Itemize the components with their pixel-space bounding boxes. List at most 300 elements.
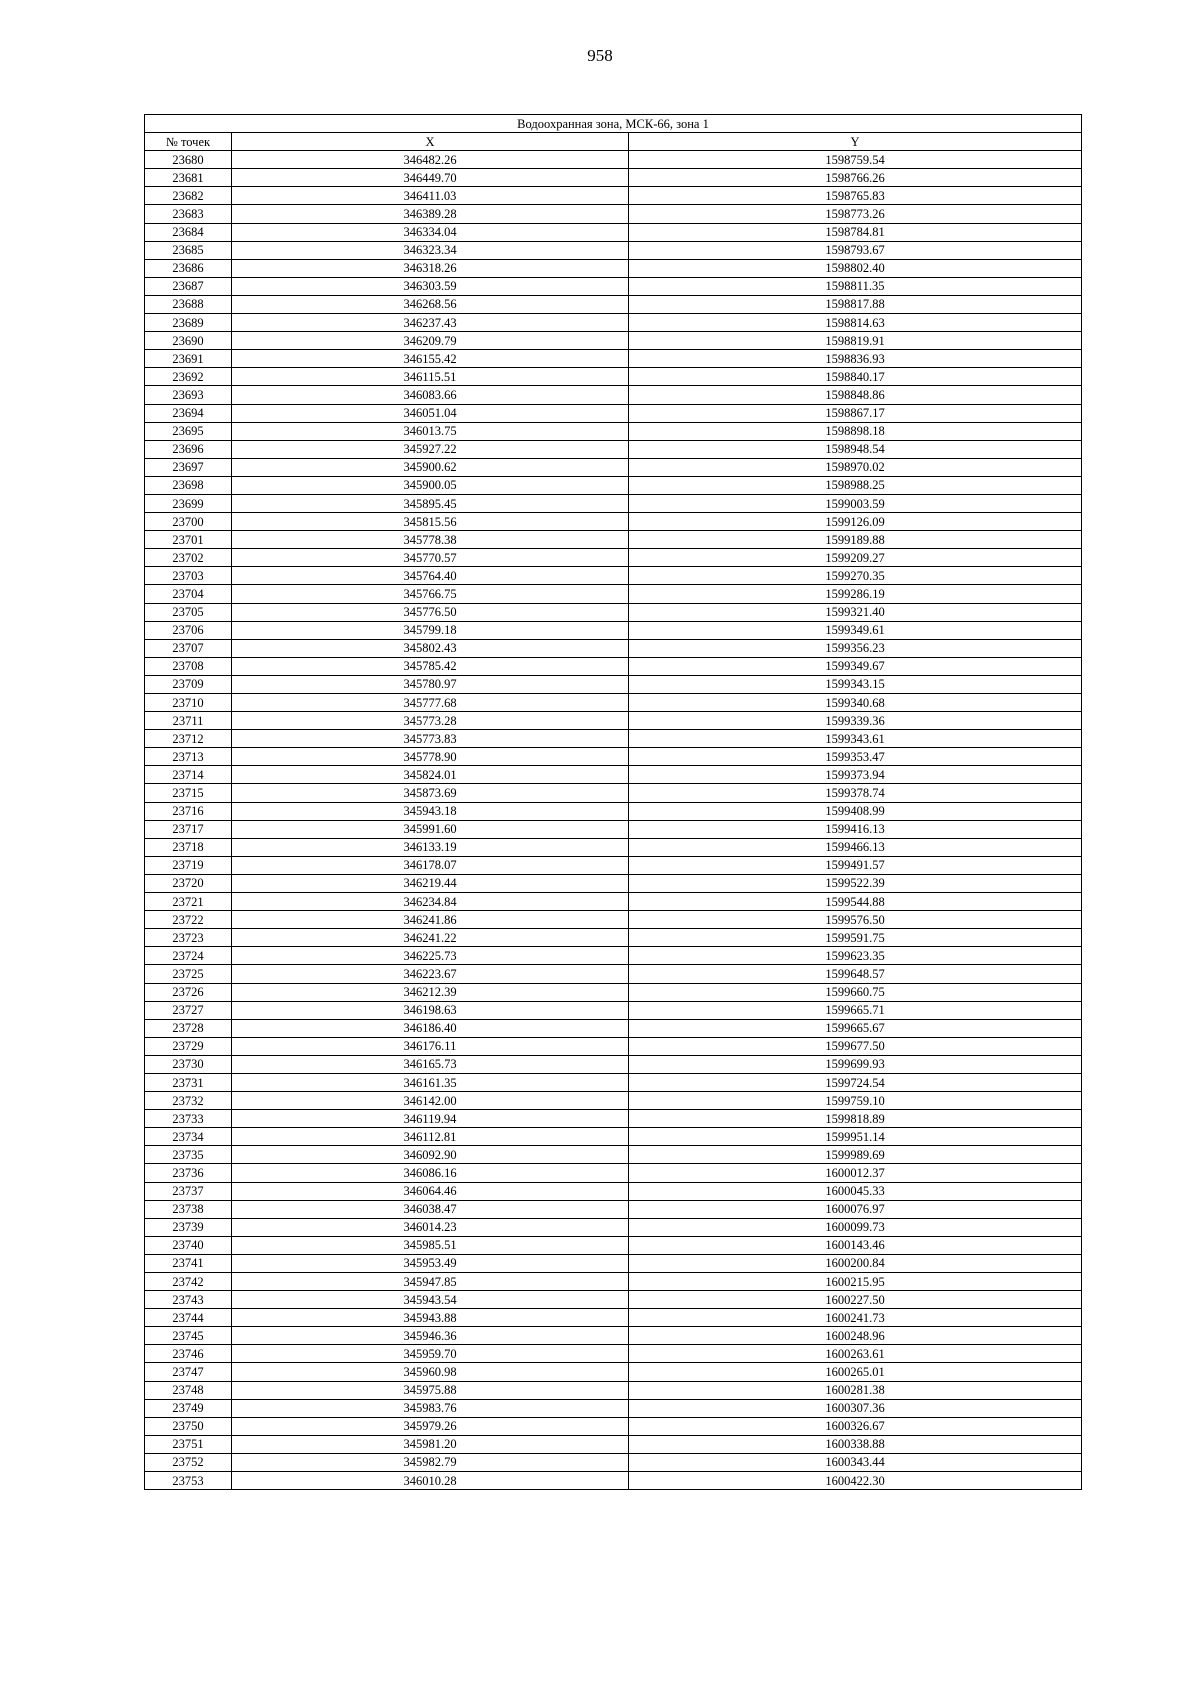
table-row [145, 295, 1082, 313]
point-number-cell: 23710 [145, 694, 232, 712]
point-number-cell: 23727 [145, 1001, 232, 1019]
table-row [145, 151, 1082, 169]
table-row [145, 784, 1082, 802]
x-coordinate-cell: 345983.76 [232, 1399, 629, 1417]
table-row [145, 1073, 1082, 1091]
point-number-cell: 23702 [145, 549, 232, 567]
x-coordinate-cell: 346411.03 [232, 187, 629, 205]
x-coordinate-cell: 346014.23 [232, 1218, 629, 1236]
point-number-cell: 23713 [145, 748, 232, 766]
point-number-cell: 23733 [145, 1110, 232, 1128]
x-coordinate-cell: 345802.43 [232, 639, 629, 657]
y-coordinate-cell: 1598836.93 [629, 350, 1082, 368]
table-row [145, 1200, 1082, 1218]
y-coordinate-cell: 1600307.36 [629, 1399, 1082, 1417]
table-row [145, 531, 1082, 549]
point-number-cell: 23706 [145, 621, 232, 639]
y-coordinate-cell: 1599343.61 [629, 730, 1082, 748]
point-number-cell: 23714 [145, 766, 232, 784]
table-row [145, 983, 1082, 1001]
y-coordinate-cell: 1599378.74 [629, 784, 1082, 802]
point-number-cell: 23726 [145, 983, 232, 1001]
y-coordinate-cell: 1598793.67 [629, 241, 1082, 259]
table-title-row [145, 115, 1082, 133]
table-row [145, 241, 1082, 259]
table-row [145, 748, 1082, 766]
x-coordinate-cell: 345981.20 [232, 1435, 629, 1453]
x-coordinate-cell: 345943.88 [232, 1309, 629, 1327]
y-coordinate-cell: 1598817.88 [629, 295, 1082, 313]
table-row [145, 404, 1082, 422]
y-coordinate-cell: 1599576.50 [629, 911, 1082, 929]
point-number-cell: 23738 [145, 1200, 232, 1218]
point-number-cell: 23751 [145, 1435, 232, 1453]
y-coordinate-cell: 1598759.54 [629, 151, 1082, 169]
point-number-cell: 23682 [145, 187, 232, 205]
x-coordinate-cell: 345960.98 [232, 1363, 629, 1381]
x-coordinate-cell: 346234.84 [232, 893, 629, 911]
x-coordinate-cell: 346212.39 [232, 983, 629, 1001]
x-coordinate-cell: 346268.56 [232, 295, 629, 313]
x-coordinate-cell: 345900.05 [232, 476, 629, 494]
table-row [145, 259, 1082, 277]
table-row [145, 1128, 1082, 1146]
point-number-cell: 23708 [145, 657, 232, 675]
point-number-cell: 23737 [145, 1182, 232, 1200]
x-coordinate-cell: 346219.44 [232, 874, 629, 892]
table-row [145, 1055, 1082, 1073]
column-header-point-number: № точек [145, 133, 232, 151]
point-number-cell: 23724 [145, 947, 232, 965]
y-coordinate-cell: 1599699.93 [629, 1055, 1082, 1073]
x-coordinate-cell: 346115.51 [232, 368, 629, 386]
point-number-cell: 23698 [145, 476, 232, 494]
y-coordinate-cell: 1599189.88 [629, 531, 1082, 549]
y-coordinate-cell: 1599003.59 [629, 494, 1082, 512]
y-coordinate-cell: 1599408.99 [629, 802, 1082, 820]
point-number-cell: 23753 [145, 1472, 232, 1490]
point-number-cell: 23729 [145, 1037, 232, 1055]
x-coordinate-cell: 345770.57 [232, 549, 629, 567]
table-row [145, 1218, 1082, 1236]
table-title: Водоохранная зона, МСК-66, зона 1 [145, 115, 1082, 133]
y-coordinate-cell: 1600338.88 [629, 1435, 1082, 1453]
table-row [145, 965, 1082, 983]
x-coordinate-cell: 345946.36 [232, 1327, 629, 1345]
table-row [145, 1417, 1082, 1435]
y-coordinate-cell: 1599544.88 [629, 893, 1082, 911]
x-coordinate-cell: 345953.49 [232, 1254, 629, 1272]
y-coordinate-cell: 1600215.95 [629, 1273, 1082, 1291]
table-row [145, 1472, 1082, 1490]
x-coordinate-cell: 346133.19 [232, 838, 629, 856]
y-coordinate-cell: 1598948.54 [629, 440, 1082, 458]
y-coordinate-cell: 1599491.57 [629, 856, 1082, 874]
x-coordinate-cell: 345766.75 [232, 585, 629, 603]
table-row [145, 585, 1082, 603]
y-coordinate-cell: 1600099.73 [629, 1218, 1082, 1236]
x-coordinate-cell: 346334.04 [232, 223, 629, 241]
y-coordinate-cell: 1598819.91 [629, 332, 1082, 350]
table-row [145, 440, 1082, 458]
point-number-cell: 23741 [145, 1254, 232, 1272]
table-row [145, 205, 1082, 223]
x-coordinate-cell: 346176.11 [232, 1037, 629, 1055]
x-coordinate-cell: 346318.26 [232, 259, 629, 277]
y-coordinate-cell: 1599286.19 [629, 585, 1082, 603]
y-coordinate-cell: 1599270.35 [629, 567, 1082, 585]
y-coordinate-cell: 1598970.02 [629, 458, 1082, 476]
x-coordinate-cell: 346237.43 [232, 314, 629, 332]
table-row [145, 694, 1082, 712]
point-number-cell: 23707 [145, 639, 232, 657]
y-coordinate-cell: 1600326.67 [629, 1417, 1082, 1435]
x-coordinate-cell: 346112.81 [232, 1128, 629, 1146]
table-row [145, 458, 1082, 476]
y-coordinate-cell: 1599522.39 [629, 874, 1082, 892]
x-coordinate-cell: 345764.40 [232, 567, 629, 585]
point-number-cell: 23732 [145, 1092, 232, 1110]
y-coordinate-cell: 1598766.26 [629, 169, 1082, 187]
table-row [145, 639, 1082, 657]
point-number-cell: 23742 [145, 1273, 232, 1291]
table-row [145, 314, 1082, 332]
point-number-cell: 23720 [145, 874, 232, 892]
x-coordinate-cell: 346449.70 [232, 169, 629, 187]
x-coordinate-cell: 346086.16 [232, 1164, 629, 1182]
table-row [145, 277, 1082, 295]
point-number-cell: 23748 [145, 1381, 232, 1399]
point-number-cell: 23722 [145, 911, 232, 929]
table-row [145, 1236, 1082, 1254]
table-row [145, 223, 1082, 241]
table-row [145, 766, 1082, 784]
table-row [145, 802, 1082, 820]
point-number-cell: 23687 [145, 277, 232, 295]
y-coordinate-cell: 1598811.35 [629, 277, 1082, 295]
x-coordinate-cell: 345975.88 [232, 1381, 629, 1399]
y-coordinate-cell: 1599349.61 [629, 621, 1082, 639]
y-coordinate-cell: 1599321.40 [629, 603, 1082, 621]
point-number-cell: 23725 [145, 965, 232, 983]
point-number-cell: 23695 [145, 422, 232, 440]
y-coordinate-cell: 1598814.63 [629, 314, 1082, 332]
table-row [145, 1092, 1082, 1110]
x-coordinate-cell: 345777.68 [232, 694, 629, 712]
point-number-cell: 23728 [145, 1019, 232, 1037]
table-row [145, 657, 1082, 675]
x-coordinate-cell: 346165.73 [232, 1055, 629, 1073]
x-coordinate-cell: 346010.28 [232, 1472, 629, 1490]
table-row [145, 621, 1082, 639]
point-number-cell: 23718 [145, 838, 232, 856]
x-coordinate-cell: 345773.28 [232, 712, 629, 730]
x-coordinate-cell: 346482.26 [232, 151, 629, 169]
point-number-cell: 23723 [145, 929, 232, 947]
y-coordinate-cell: 1599416.13 [629, 820, 1082, 838]
x-coordinate-cell: 345873.69 [232, 784, 629, 802]
x-coordinate-cell: 345778.38 [232, 531, 629, 549]
x-coordinate-cell: 345982.79 [232, 1453, 629, 1471]
table-row [145, 893, 1082, 911]
point-number-cell: 23691 [145, 350, 232, 368]
y-coordinate-cell: 1600343.44 [629, 1453, 1082, 1471]
y-coordinate-cell: 1599818.89 [629, 1110, 1082, 1128]
point-number-cell: 23715 [145, 784, 232, 802]
y-coordinate-cell: 1600241.73 [629, 1309, 1082, 1327]
x-coordinate-cell: 345985.51 [232, 1236, 629, 1254]
table-row [145, 929, 1082, 947]
x-coordinate-cell: 345947.85 [232, 1273, 629, 1291]
table-row [145, 947, 1082, 965]
table-body [145, 151, 1082, 1490]
x-coordinate-cell: 346225.73 [232, 947, 629, 965]
x-coordinate-cell: 346083.66 [232, 386, 629, 404]
point-number-cell: 23681 [145, 169, 232, 187]
table-row [145, 1453, 1082, 1471]
x-coordinate-cell: 346155.42 [232, 350, 629, 368]
y-coordinate-cell: 1599648.57 [629, 965, 1082, 983]
y-coordinate-cell: 1600248.96 [629, 1327, 1082, 1345]
table-row [145, 1146, 1082, 1164]
point-number-cell: 23690 [145, 332, 232, 350]
y-coordinate-cell: 1598784.81 [629, 223, 1082, 241]
point-number-cell: 23719 [145, 856, 232, 874]
table-row [145, 1309, 1082, 1327]
x-coordinate-cell: 345815.56 [232, 513, 629, 531]
table-row [145, 332, 1082, 350]
column-header-x: X [232, 133, 629, 151]
table-row [145, 820, 1082, 838]
y-coordinate-cell: 1598867.17 [629, 404, 1082, 422]
table-row [145, 603, 1082, 621]
y-coordinate-cell: 1598848.86 [629, 386, 1082, 404]
point-number-cell: 23694 [145, 404, 232, 422]
y-coordinate-cell: 1600422.30 [629, 1472, 1082, 1490]
point-number-cell: 23752 [145, 1453, 232, 1471]
y-coordinate-cell: 1599209.27 [629, 549, 1082, 567]
point-number-cell: 23703 [145, 567, 232, 585]
x-coordinate-cell: 346038.47 [232, 1200, 629, 1218]
x-coordinate-cell: 345927.22 [232, 440, 629, 458]
y-coordinate-cell: 1599373.94 [629, 766, 1082, 784]
x-coordinate-cell: 345943.18 [232, 802, 629, 820]
table-row [145, 1363, 1082, 1381]
table-row [145, 350, 1082, 368]
x-coordinate-cell: 346092.90 [232, 1146, 629, 1164]
point-number-cell: 23734 [145, 1128, 232, 1146]
y-coordinate-cell: 1599665.67 [629, 1019, 1082, 1037]
y-coordinate-cell: 1599724.54 [629, 1073, 1082, 1091]
column-header-y: Y [629, 133, 1082, 151]
table-row [145, 1381, 1082, 1399]
table-row [145, 1327, 1082, 1345]
table-row [145, 476, 1082, 494]
y-coordinate-cell: 1599353.47 [629, 748, 1082, 766]
table-row [145, 874, 1082, 892]
y-coordinate-cell: 1599591.75 [629, 929, 1082, 947]
point-number-cell: 23749 [145, 1399, 232, 1417]
x-coordinate-cell: 346178.07 [232, 856, 629, 874]
x-coordinate-cell: 346064.46 [232, 1182, 629, 1200]
point-number-cell: 23717 [145, 820, 232, 838]
y-coordinate-cell: 1599356.23 [629, 639, 1082, 657]
table-row [145, 730, 1082, 748]
y-coordinate-cell: 1599759.10 [629, 1092, 1082, 1110]
point-number-cell: 23747 [145, 1363, 232, 1381]
x-coordinate-cell: 346389.28 [232, 205, 629, 223]
x-coordinate-cell: 346119.94 [232, 1110, 629, 1128]
point-number-cell: 23712 [145, 730, 232, 748]
point-number-cell: 23740 [145, 1236, 232, 1254]
table-row [145, 1001, 1082, 1019]
y-coordinate-cell: 1600200.84 [629, 1254, 1082, 1272]
point-number-cell: 23680 [145, 151, 232, 169]
point-number-cell: 23686 [145, 259, 232, 277]
y-coordinate-cell: 1600281.38 [629, 1381, 1082, 1399]
table-row [145, 169, 1082, 187]
y-coordinate-cell: 1599339.36 [629, 712, 1082, 730]
table-row [145, 513, 1082, 531]
x-coordinate-cell: 345979.26 [232, 1417, 629, 1435]
table-row [145, 368, 1082, 386]
point-number-cell: 23731 [145, 1073, 232, 1091]
table-row [145, 494, 1082, 512]
x-coordinate-cell: 346241.22 [232, 929, 629, 947]
point-number-cell: 23685 [145, 241, 232, 259]
x-coordinate-cell: 346013.75 [232, 422, 629, 440]
y-coordinate-cell: 1599677.50 [629, 1037, 1082, 1055]
point-number-cell: 23699 [145, 494, 232, 512]
x-coordinate-cell: 345785.42 [232, 657, 629, 675]
x-coordinate-cell: 346186.40 [232, 1019, 629, 1037]
point-number-cell: 23688 [145, 295, 232, 313]
table-row [145, 567, 1082, 585]
x-coordinate-cell: 346051.04 [232, 404, 629, 422]
coordinates-table [144, 114, 1082, 1490]
y-coordinate-cell: 1598802.40 [629, 259, 1082, 277]
point-number-cell: 23746 [145, 1345, 232, 1363]
x-coordinate-cell: 345780.97 [232, 675, 629, 693]
point-number-cell: 23700 [145, 513, 232, 531]
table-row [145, 1435, 1082, 1453]
point-number-cell: 23704 [145, 585, 232, 603]
x-coordinate-cell: 346303.59 [232, 277, 629, 295]
point-number-cell: 23721 [145, 893, 232, 911]
point-number-cell: 23701 [145, 531, 232, 549]
y-coordinate-cell: 1600143.46 [629, 1236, 1082, 1254]
y-coordinate-cell: 1599343.15 [629, 675, 1082, 693]
y-coordinate-cell: 1599126.09 [629, 513, 1082, 531]
table-row [145, 1019, 1082, 1037]
x-coordinate-cell: 345776.50 [232, 603, 629, 621]
table-row [145, 386, 1082, 404]
table-row [145, 675, 1082, 693]
point-number-cell: 23683 [145, 205, 232, 223]
x-coordinate-cell: 346241.86 [232, 911, 629, 929]
y-coordinate-cell: 1598898.18 [629, 422, 1082, 440]
x-coordinate-cell: 345824.01 [232, 766, 629, 784]
x-coordinate-cell: 346223.67 [232, 965, 629, 983]
x-coordinate-cell: 345895.45 [232, 494, 629, 512]
x-coordinate-cell: 345991.60 [232, 820, 629, 838]
table-row [145, 911, 1082, 929]
x-coordinate-cell: 346209.79 [232, 332, 629, 350]
point-number-cell: 23750 [145, 1417, 232, 1435]
y-coordinate-cell: 1598765.83 [629, 187, 1082, 205]
x-coordinate-cell: 346142.00 [232, 1092, 629, 1110]
point-number-cell: 23689 [145, 314, 232, 332]
y-coordinate-cell: 1599340.68 [629, 694, 1082, 712]
table-row [145, 712, 1082, 730]
x-coordinate-cell: 346323.34 [232, 241, 629, 259]
page-number: 958 [587, 46, 613, 65]
table-row [145, 1254, 1082, 1272]
point-number-cell: 23745 [145, 1327, 232, 1345]
x-coordinate-cell: 345900.62 [232, 458, 629, 476]
x-coordinate-cell: 346161.35 [232, 1073, 629, 1091]
y-coordinate-cell: 1600265.01 [629, 1363, 1082, 1381]
y-coordinate-cell: 1599623.35 [629, 947, 1082, 965]
y-coordinate-cell: 1599951.14 [629, 1128, 1082, 1146]
x-coordinate-cell: 345959.70 [232, 1345, 629, 1363]
table-row [145, 1345, 1082, 1363]
table-row [145, 1037, 1082, 1055]
table-row [145, 838, 1082, 856]
table-row [145, 1273, 1082, 1291]
y-coordinate-cell: 1600045.33 [629, 1182, 1082, 1200]
table-row [145, 1110, 1082, 1128]
y-coordinate-cell: 1599989.69 [629, 1146, 1082, 1164]
point-number-cell: 23697 [145, 458, 232, 476]
table-row [145, 1164, 1082, 1182]
table-row [145, 1399, 1082, 1417]
point-number-cell: 23716 [145, 802, 232, 820]
point-number-cell: 23739 [145, 1218, 232, 1236]
point-number-cell: 23744 [145, 1309, 232, 1327]
table-row [145, 187, 1082, 205]
y-coordinate-cell: 1600227.50 [629, 1291, 1082, 1309]
x-coordinate-cell: 346198.63 [232, 1001, 629, 1019]
table-row [145, 1182, 1082, 1200]
table-row [145, 856, 1082, 874]
point-number-cell: 23684 [145, 223, 232, 241]
point-number-cell: 23692 [145, 368, 232, 386]
y-coordinate-cell: 1599349.67 [629, 657, 1082, 675]
point-number-cell: 23693 [145, 386, 232, 404]
y-coordinate-cell: 1598773.26 [629, 205, 1082, 223]
x-coordinate-cell: 345773.83 [232, 730, 629, 748]
point-number-cell: 23743 [145, 1291, 232, 1309]
point-number-cell: 23696 [145, 440, 232, 458]
y-coordinate-cell: 1599660.75 [629, 983, 1082, 1001]
table-row [145, 1291, 1082, 1309]
point-number-cell: 23705 [145, 603, 232, 621]
point-number-cell: 23736 [145, 1164, 232, 1182]
y-coordinate-cell: 1599466.13 [629, 838, 1082, 856]
point-number-cell: 23735 [145, 1146, 232, 1164]
table-row [145, 549, 1082, 567]
x-coordinate-cell: 345778.90 [232, 748, 629, 766]
point-number-cell: 23711 [145, 712, 232, 730]
y-coordinate-cell: 1598988.25 [629, 476, 1082, 494]
x-coordinate-cell: 345943.54 [232, 1291, 629, 1309]
table-header-row [145, 133, 1082, 151]
point-number-cell: 23709 [145, 675, 232, 693]
x-coordinate-cell: 345799.18 [232, 621, 629, 639]
y-coordinate-cell: 1598840.17 [629, 368, 1082, 386]
point-number-cell: 23730 [145, 1055, 232, 1073]
